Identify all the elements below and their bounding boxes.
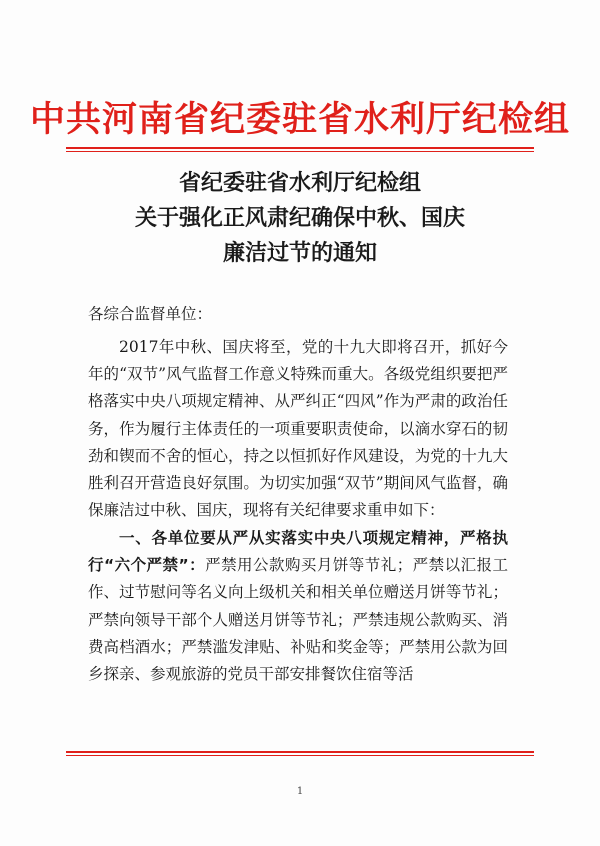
header-red-rule-bottom [66, 151, 534, 152]
footer-red-rule-top [66, 751, 534, 753]
body-paragraph-2 [88, 525, 508, 688]
document-title-line-3: 廉洁过节的通知 [222, 241, 377, 266]
salutation: 各综合监督单位： [88, 305, 213, 323]
document-title-line-1: 省纪委驻省水利厅纪检组 [178, 171, 421, 196]
header-red-rule-top [66, 147, 534, 149]
paragraph-heading: 一、各单位要从严从实落实中央八项规定精神，严格执行“六个严禁”： [88, 529, 508, 575]
body-paragraph-1: 2017年中秋、国庆将至，党的十九大即将召开，抓好今年的“双节”风气监督工作意义特殊而重大。各级党组织要把严格落实中央八项规定精神、从严纠正“四风”作为严肃的政治任务，作为履行主体责任的一项重要职责使命，以滴水穿石的韧劲和锲而不舍的恒心，持之以恒抓好作风建设，为党的十九大胜利召开营造良好氛围。为切实加强“双节”期间风气监督，确保廉洁过中秋、国庆，现将有关纪律要求重申如下： [88, 338, 508, 520]
document-red-header: 中共河南省纪委驻省水利厅纪检组 [29, 99, 570, 140]
paragraph-text: 严禁用公款购买月饼等节礼；严禁以汇报工作、过节慰问等名义向上级机关和相关单位赠送月饼等节礼；严禁向领导干部个人赠送月饼等节礼；严禁违规公款购买、消费高档酒水；严禁滥发津贴、补贴和奖金等；严禁用公款为回乡探亲、参观旅游的党员干部安排餐饮住宿等活 [88, 556, 508, 684]
document-title-line-2: 关于强化正风肃纪确保中秋、国庆 [134, 206, 465, 231]
page-number: 1 [296, 786, 304, 797]
footer-red-rule-bottom [66, 755, 534, 756]
